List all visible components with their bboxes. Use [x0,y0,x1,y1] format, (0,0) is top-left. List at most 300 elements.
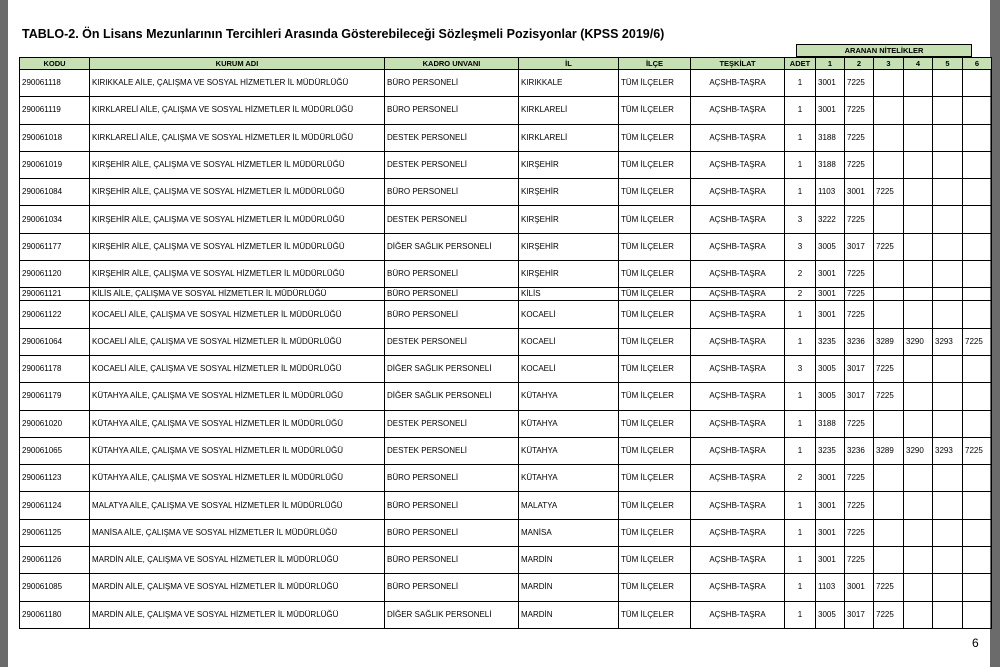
cell-kodu: 290061123 [20,465,90,492]
cell-nitelik-6 [963,70,992,97]
cell-nitelik-6 [963,301,992,328]
table-row [20,328,992,355]
cell-kodu: 290061118 [20,70,90,97]
cell-ilce: TÜM İLÇELER [619,70,691,97]
cell-kurum-adi: KIRŞEHİR AİLE, ÇALIŞMA VE SOSYAL HİZMETLER İL MÜDÜRLÜĞÜ [90,206,385,233]
cell-nitelik-1: 3005 [816,383,845,410]
cell-kurum-adi: KÜTAHYA AİLE, ÇALIŞMA VE SOSYAL HİZMETLER İL MÜDÜRLÜĞÜ [90,383,385,410]
cell-nitelik-1: 3005 [816,601,845,628]
cell-nitelik-6 [963,288,992,301]
header-kodu: KODU [20,58,90,70]
cell-teskilat: AÇSHB-TAŞRA [691,355,785,382]
cell-kadro-unvani: DESTEK PERSONELİ [385,206,519,233]
cell-nitelik-3 [874,519,904,546]
cell-kadro-unvani: DESTEK PERSONELİ [385,151,519,178]
cell-il: KIRIKKALE [519,70,619,97]
cell-teskilat: AÇSHB-TAŞRA [691,437,785,464]
cell-il: MARDİN [519,547,619,574]
cell-adet: 3 [785,355,816,382]
cell-nitelik-5 [933,179,963,206]
cell-nitelik-3: 7225 [874,601,904,628]
cell-adet: 1 [785,437,816,464]
cell-kurum-adi: KÜTAHYA AİLE, ÇALIŞMA VE SOSYAL HİZMETLER İL MÜDÜRLÜĞÜ [90,437,385,464]
cell-teskilat: AÇSHB-TAŞRA [691,179,785,206]
cell-nitelik-5 [933,97,963,124]
cell-nitelik-4 [904,383,933,410]
cell-kadro-unvani: DİĞER SAĞLIK PERSONELİ [385,355,519,382]
cell-kodu: 290061019 [20,151,90,178]
cell-nitelik-3 [874,465,904,492]
viewer-frame-left [0,0,8,667]
cell-nitelik-5 [933,301,963,328]
cell-nitelik-4 [904,124,933,151]
table-row [20,288,992,301]
table-row [20,492,992,519]
cell-ilce: TÜM İLÇELER [619,328,691,355]
header-nitelik-2: 2 [845,58,874,70]
cell-nitelik-6 [963,492,992,519]
header-ilce: İLÇE [619,58,691,70]
cell-kadro-unvani: DİĞER SAĞLIK PERSONELİ [385,601,519,628]
cell-ilce: TÜM İLÇELER [619,355,691,382]
cell-nitelik-1: 3001 [816,261,845,288]
cell-teskilat: AÇSHB-TAŞRA [691,410,785,437]
cell-kurum-adi: KIRKLARELİ AİLE, ÇALIŞMA VE SOSYAL HİZMETLER İL MÜDÜRLÜĞÜ [90,124,385,151]
cell-adet: 1 [785,410,816,437]
cell-il: KOCAELİ [519,301,619,328]
cell-il: MARDİN [519,574,619,601]
cell-nitelik-3 [874,410,904,437]
cell-nitelik-6 [963,547,992,574]
table-row [20,179,992,206]
cell-nitelik-6 [963,383,992,410]
cell-nitelik-6 [963,124,992,151]
cell-nitelik-4 [904,151,933,178]
cell-nitelik-5: 3293 [933,437,963,464]
cell-il: KÜTAHYA [519,383,619,410]
cell-nitelik-3 [874,288,904,301]
cell-il: KIRKLARELİ [519,97,619,124]
cell-il: KIRKLARELİ [519,124,619,151]
cell-nitelik-6 [963,261,992,288]
cell-teskilat: AÇSHB-TAŞRA [691,301,785,328]
cell-il: KIRŞEHİR [519,179,619,206]
cell-nitelik-4 [904,97,933,124]
cell-adet: 1 [785,492,816,519]
cell-teskilat: AÇSHB-TAŞRA [691,492,785,519]
cell-kurum-adi: MARDİN AİLE, ÇALIŞMA VE SOSYAL HİZMETLER İL MÜDÜRLÜĞÜ [90,574,385,601]
table-row [20,97,992,124]
cell-ilce: TÜM İLÇELER [619,301,691,328]
cell-kodu: 290061119 [20,97,90,124]
cell-ilce: TÜM İLÇELER [619,261,691,288]
cell-nitelik-2: 7225 [845,261,874,288]
cell-kadro-unvani: BÜRO PERSONELİ [385,574,519,601]
positions-table [19,57,992,629]
table-row [20,574,992,601]
cell-kodu: 290061125 [20,519,90,546]
cell-nitelik-2: 7225 [845,410,874,437]
cell-nitelik-1: 3222 [816,206,845,233]
cell-nitelik-5 [933,70,963,97]
cell-teskilat: AÇSHB-TAŞRA [691,151,785,178]
cell-teskilat: AÇSHB-TAŞRA [691,465,785,492]
cell-nitelik-3 [874,151,904,178]
cell-adet: 1 [785,519,816,546]
cell-il: KIRŞEHİR [519,233,619,260]
cell-nitelik-2: 3017 [845,383,874,410]
cell-kodu: 290061065 [20,437,90,464]
cell-nitelik-1: 3001 [816,301,845,328]
cell-kurum-adi: KIRŞEHİR AİLE, ÇALIŞMA VE SOSYAL HİZMETLER İL MÜDÜRLÜĞÜ [90,179,385,206]
cell-kodu: 290061122 [20,301,90,328]
cell-nitelik-2: 7225 [845,465,874,492]
cell-nitelik-1: 3001 [816,519,845,546]
cell-ilce: TÜM İLÇELER [619,97,691,124]
cell-nitelik-1: 3188 [816,151,845,178]
cell-nitelik-2: 7225 [845,151,874,178]
cell-kodu: 290061178 [20,355,90,382]
cell-nitelik-3 [874,301,904,328]
cell-nitelik-5 [933,574,963,601]
cell-kodu: 290061124 [20,492,90,519]
cell-adet: 1 [785,601,816,628]
cell-nitelik-6 [963,151,992,178]
cell-nitelik-1: 1103 [816,574,845,601]
header-adet: ADET [785,58,816,70]
cell-nitelik-1: 3188 [816,410,845,437]
cell-nitelik-3 [874,547,904,574]
cell-nitelik-4 [904,288,933,301]
cell-teskilat: AÇSHB-TAŞRA [691,519,785,546]
cell-kodu: 290061084 [20,179,90,206]
cell-kodu: 290061126 [20,547,90,574]
cell-kurum-adi: KOCAELİ AİLE, ÇALIŞMA VE SOSYAL HİZMETLER İL MÜDÜRLÜĞÜ [90,301,385,328]
cell-ilce: TÜM İLÇELER [619,383,691,410]
cell-kadro-unvani: BÜRO PERSONELİ [385,261,519,288]
cell-kadro-unvani: BÜRO PERSONELİ [385,519,519,546]
cell-nitelik-3: 3289 [874,437,904,464]
cell-kadro-unvani: DESTEK PERSONELİ [385,410,519,437]
table-row [20,70,992,97]
cell-nitelik-5 [933,410,963,437]
cell-nitelik-2: 3001 [845,179,874,206]
cell-kadro-unvani: BÜRO PERSONELİ [385,301,519,328]
cell-nitelik-5 [933,547,963,574]
cell-nitelik-3 [874,261,904,288]
cell-nitelik-6 [963,206,992,233]
cell-teskilat: AÇSHB-TAŞRA [691,97,785,124]
header-teskilat: TEŞKİLAT [691,58,785,70]
cell-ilce: TÜM İLÇELER [619,151,691,178]
cell-nitelik-1: 3188 [816,124,845,151]
cell-nitelik-3: 7225 [874,383,904,410]
cell-nitelik-5 [933,355,963,382]
cell-nitelik-5 [933,288,963,301]
cell-teskilat: AÇSHB-TAŞRA [691,261,785,288]
cell-nitelik-6 [963,179,992,206]
cell-kurum-adi: KİLİS AİLE, ÇALIŞMA VE SOSYAL HİZMETLER İL MÜDÜRLÜĞÜ [90,288,385,301]
cell-adet: 2 [785,288,816,301]
cell-ilce: TÜM İLÇELER [619,547,691,574]
cell-nitelik-5 [933,151,963,178]
cell-kurum-adi: KÜTAHYA AİLE, ÇALIŞMA VE SOSYAL HİZMETLER İL MÜDÜRLÜĞÜ [90,465,385,492]
cell-il: KİLİS [519,288,619,301]
header-nitelik-3: 3 [874,58,904,70]
cell-il: KÜTAHYA [519,437,619,464]
table-row [20,206,992,233]
cell-kodu: 290061180 [20,601,90,628]
cell-ilce: TÜM İLÇELER [619,574,691,601]
aranan-nitelikler-header: ARANAN NİTELİKLER [796,44,972,57]
table-row [20,465,992,492]
cell-nitelik-1: 3001 [816,465,845,492]
cell-nitelik-5 [933,124,963,151]
cell-nitelik-2: 3017 [845,355,874,382]
cell-kurum-adi: KIRIKKALE AİLE, ÇALIŞMA VE SOSYAL HİZMETLER İL MÜDÜRLÜĞÜ [90,70,385,97]
table-row [20,301,992,328]
cell-nitelik-5 [933,261,963,288]
cell-nitelik-2: 7225 [845,206,874,233]
cell-adet: 1 [785,574,816,601]
cell-kurum-adi: KOCAELİ AİLE, ÇALIŞMA VE SOSYAL HİZMETLER İL MÜDÜRLÜĞÜ [90,355,385,382]
cell-nitelik-3: 7225 [874,233,904,260]
cell-nitelik-2: 3017 [845,601,874,628]
cell-adet: 1 [785,151,816,178]
cell-adet: 1 [785,383,816,410]
cell-adet: 1 [785,70,816,97]
cell-nitelik-3: 7225 [874,574,904,601]
cell-kodu: 290061018 [20,124,90,151]
cell-kadro-unvani: BÜRO PERSONELİ [385,97,519,124]
page-number: 6 [972,636,979,650]
cell-nitelik-5 [933,519,963,546]
cell-ilce: TÜM İLÇELER [619,437,691,464]
cell-nitelik-5 [933,383,963,410]
cell-il: MALATYA [519,492,619,519]
cell-kodu: 290061034 [20,206,90,233]
cell-il: KIRŞEHİR [519,261,619,288]
cell-kadro-unvani: BÜRO PERSONELİ [385,492,519,519]
cell-adet: 1 [785,547,816,574]
cell-il: KIRŞEHİR [519,151,619,178]
cell-kodu: 290061121 [20,288,90,301]
cell-kurum-adi: MANİSA AİLE, ÇALIŞMA VE SOSYAL HİZMETLER İL MÜDÜRLÜĞÜ [90,519,385,546]
cell-adet: 1 [785,97,816,124]
cell-nitelik-3 [874,492,904,519]
cell-kodu: 290061020 [20,410,90,437]
cell-kadro-unvani: BÜRO PERSONELİ [385,179,519,206]
cell-nitelik-2: 3236 [845,328,874,355]
cell-nitelik-2: 7225 [845,301,874,328]
cell-ilce: TÜM İLÇELER [619,288,691,301]
table-row [20,519,992,546]
cell-il: MANİSA [519,519,619,546]
table-row [20,547,992,574]
cell-kurum-adi: MARDİN AİLE, ÇALIŞMA VE SOSYAL HİZMETLER İL MÜDÜRLÜĞÜ [90,601,385,628]
cell-nitelik-5 [933,233,963,260]
cell-nitelik-6 [963,574,992,601]
cell-nitelik-1: 3235 [816,328,845,355]
cell-nitelik-6 [963,97,992,124]
cell-ilce: TÜM İLÇELER [619,519,691,546]
cell-nitelik-5 [933,492,963,519]
cell-kadro-unvani: DESTEK PERSONELİ [385,437,519,464]
cell-nitelik-4 [904,70,933,97]
cell-il: KOCAELİ [519,355,619,382]
cell-adet: 1 [785,124,816,151]
cell-kurum-adi: KIRŞEHİR AİLE, ÇALIŞMA VE SOSYAL HİZMETLER İL MÜDÜRLÜĞÜ [90,261,385,288]
cell-nitelik-3 [874,70,904,97]
cell-nitelik-6 [963,519,992,546]
cell-nitelik-4 [904,261,933,288]
cell-il: KOCAELİ [519,328,619,355]
cell-kadro-unvani: DESTEK PERSONELİ [385,328,519,355]
table-row [20,437,992,464]
cell-ilce: TÜM İLÇELER [619,179,691,206]
cell-kodu: 290061120 [20,261,90,288]
cell-kadro-unvani: BÜRO PERSONELİ [385,465,519,492]
cell-nitelik-4 [904,233,933,260]
cell-adet: 3 [785,206,816,233]
cell-nitelik-3: 7225 [874,179,904,206]
cell-nitelik-3 [874,206,904,233]
cell-teskilat: AÇSHB-TAŞRA [691,328,785,355]
cell-ilce: TÜM İLÇELER [619,465,691,492]
cell-kadro-unvani: BÜRO PERSONELİ [385,547,519,574]
cell-nitelik-1: 3001 [816,97,845,124]
cell-nitelik-4 [904,547,933,574]
cell-teskilat: AÇSHB-TAŞRA [691,288,785,301]
cell-nitelik-5 [933,601,963,628]
table-row [20,151,992,178]
cell-nitelik-5 [933,465,963,492]
cell-nitelik-6 [963,233,992,260]
cell-ilce: TÜM İLÇELER [619,492,691,519]
cell-ilce: TÜM İLÇELER [619,601,691,628]
cell-nitelik-1: 3001 [816,70,845,97]
cell-nitelik-6 [963,465,992,492]
cell-kadro-unvani: BÜRO PERSONELİ [385,288,519,301]
cell-nitelik-2: 7225 [845,70,874,97]
cell-nitelik-5: 3293 [933,328,963,355]
cell-nitelik-6 [963,410,992,437]
cell-nitelik-4 [904,574,933,601]
cell-nitelik-2: 7225 [845,97,874,124]
cell-nitelik-4: 3290 [904,437,933,464]
table-row [20,383,992,410]
cell-kurum-adi: KIRKLARELİ AİLE, ÇALIŞMA VE SOSYAL HİZMETLER İL MÜDÜRLÜĞÜ [90,97,385,124]
cell-nitelik-1: 3005 [816,233,845,260]
cell-nitelik-2: 7225 [845,519,874,546]
table-row [20,261,992,288]
cell-il: KÜTAHYA [519,465,619,492]
cell-kadro-unvani: DESTEK PERSONELİ [385,124,519,151]
cell-adet: 1 [785,328,816,355]
cell-adet: 1 [785,301,816,328]
cell-kurum-adi: KIRŞEHİR AİLE, ÇALIŞMA VE SOSYAL HİZMETLER İL MÜDÜRLÜĞÜ [90,151,385,178]
cell-nitelik-1: 3001 [816,547,845,574]
cell-adet: 3 [785,233,816,260]
cell-kadro-unvani: BÜRO PERSONELİ [385,70,519,97]
cell-nitelik-5 [933,206,963,233]
cell-ilce: TÜM İLÇELER [619,233,691,260]
cell-nitelik-2: 7225 [845,124,874,151]
cell-kodu: 290061179 [20,383,90,410]
cell-kadro-unvani: DİĞER SAĞLIK PERSONELİ [385,233,519,260]
cell-nitelik-4 [904,179,933,206]
table-row [20,601,992,628]
cell-adet: 2 [785,261,816,288]
cell-nitelik-6: 7225 [963,437,992,464]
cell-kodu: 290061064 [20,328,90,355]
table-row [20,355,992,382]
cell-nitelik-1: 1103 [816,179,845,206]
cell-nitelik-1: 3235 [816,437,845,464]
table-header-row [20,58,992,70]
cell-nitelik-4 [904,601,933,628]
cell-nitelik-4 [904,301,933,328]
cell-nitelik-6 [963,355,992,382]
cell-nitelik-3: 3289 [874,328,904,355]
cell-adet: 2 [785,465,816,492]
header-nitelik-1: 1 [816,58,845,70]
cell-teskilat: AÇSHB-TAŞRA [691,574,785,601]
cell-kurum-adi: MARDİN AİLE, ÇALIŞMA VE SOSYAL HİZMETLER İL MÜDÜRLÜĞÜ [90,547,385,574]
cell-nitelik-4 [904,355,933,382]
cell-nitelik-1: 3005 [816,355,845,382]
document-title: TABLO-2. Ön Lisans Mezunlarının Tercihleri Arasında Gösterebileceği Sözleşmeli Pozisyonlar (KPSS 2019/6) [22,27,665,41]
cell-nitelik-6: 7225 [963,328,992,355]
table-row [20,410,992,437]
cell-nitelik-2: 7225 [845,547,874,574]
cell-teskilat: AÇSHB-TAŞRA [691,70,785,97]
cell-nitelik-3: 7225 [874,355,904,382]
cell-teskilat: AÇSHB-TAŞRA [691,206,785,233]
cell-kurum-adi: KOCAELİ AİLE, ÇALIŞMA VE SOSYAL HİZMETLER İL MÜDÜRLÜĞÜ [90,328,385,355]
cell-kadro-unvani: DİĞER SAĞLIK PERSONELİ [385,383,519,410]
cell-nitelik-1: 3001 [816,288,845,301]
cell-nitelik-4: 3290 [904,328,933,355]
cell-nitelik-2: 3236 [845,437,874,464]
cell-teskilat: AÇSHB-TAŞRA [691,124,785,151]
header-kurum-adi: KURUM ADI [90,58,385,70]
cell-nitelik-4 [904,206,933,233]
header-il: İL [519,58,619,70]
cell-teskilat: AÇSHB-TAŞRA [691,601,785,628]
cell-nitelik-4 [904,410,933,437]
cell-kurum-adi: KIRŞEHİR AİLE, ÇALIŞMA VE SOSYAL HİZMETLER İL MÜDÜRLÜĞÜ [90,233,385,260]
cell-kurum-adi: MALATYA AİLE, ÇALIŞMA VE SOSYAL HİZMETLER İL MÜDÜRLÜĞÜ [90,492,385,519]
header-kadro-unvani: KADRO UNVANI [385,58,519,70]
table-row [20,233,992,260]
cell-il: KÜTAHYA [519,410,619,437]
cell-nitelik-2: 7225 [845,288,874,301]
cell-il: MARDİN [519,601,619,628]
cell-nitelik-2: 7225 [845,492,874,519]
cell-nitelik-3 [874,124,904,151]
cell-ilce: TÜM İLÇELER [619,124,691,151]
cell-nitelik-4 [904,492,933,519]
cell-nitelik-2: 3017 [845,233,874,260]
cell-nitelik-6 [963,601,992,628]
cell-kodu: 290061085 [20,574,90,601]
cell-nitelik-3 [874,97,904,124]
cell-teskilat: AÇSHB-TAŞRA [691,383,785,410]
cell-teskilat: AÇSHB-TAŞRA [691,547,785,574]
cell-nitelik-4 [904,519,933,546]
header-nitelik-4: 4 [904,58,933,70]
